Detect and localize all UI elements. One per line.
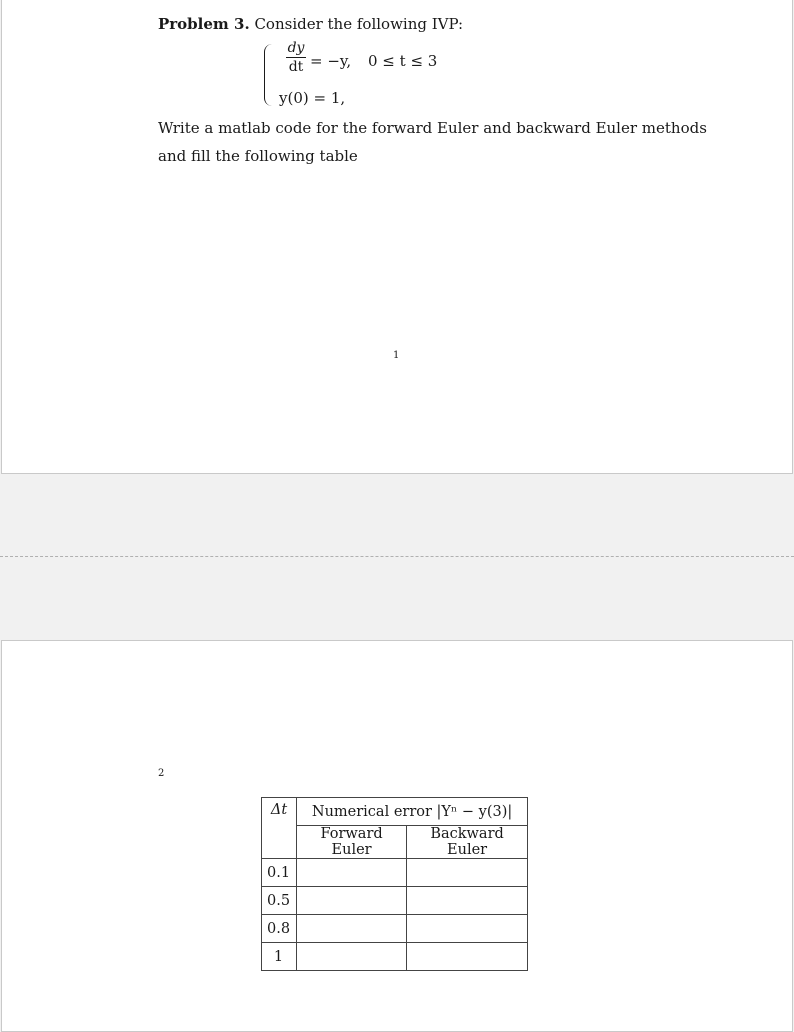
problem-heading <box>158 15 463 33</box>
header-forward-euler: Forward Euler <box>297 826 407 859</box>
instruction-line-2: and fill the following table <box>158 147 358 165</box>
cell-forward[interactable] <box>297 915 407 943</box>
page-number-1: 1 <box>393 350 400 361</box>
cell-forward[interactable] <box>297 943 407 971</box>
header-backward-euler: Backward Euler <box>407 826 528 859</box>
table-header-row <box>262 798 528 826</box>
instruction-line-1: Write a matlab code for the forward Euler and backward Euler methods <box>158 119 707 137</box>
cell-backward[interactable] <box>407 943 528 971</box>
cell-dt: 0.1 <box>262 859 297 887</box>
table-subheader-row <box>262 826 528 859</box>
fraction-denominator: dt <box>288 59 304 75</box>
header-dt: Δt <box>262 798 297 859</box>
fraction-numerator: dy <box>287 40 305 56</box>
cell-dt: 0.5 <box>262 887 297 915</box>
table-row <box>262 887 528 915</box>
document-page-1 <box>1 0 793 474</box>
table-row <box>262 943 528 971</box>
equation-range: 0 ≤ t ≤ 3 <box>368 52 438 70</box>
initial-condition: y(0) = 1, <box>279 89 346 107</box>
cell-dt: 0.8 <box>262 915 297 943</box>
header-numerical-error: Numerical error |Yⁿ − y(3)| <box>297 798 528 826</box>
problem-label: Problem 3. <box>158 15 250 33</box>
cell-dt: 1 <box>262 943 297 971</box>
derivative-fraction <box>286 40 306 75</box>
problem-intro: Consider the following IVP: <box>254 15 464 33</box>
table-row <box>262 915 528 943</box>
cell-forward[interactable] <box>297 887 407 915</box>
equation-rhs: = −y, <box>310 52 352 70</box>
page-number-2: 2 <box>158 768 165 779</box>
cell-backward[interactable] <box>407 887 528 915</box>
cell-backward[interactable] <box>407 859 528 887</box>
table-row <box>262 859 528 887</box>
cell-backward[interactable] <box>407 915 528 943</box>
error-table <box>261 797 528 971</box>
cell-forward[interactable] <box>297 859 407 887</box>
page-break-divider <box>0 556 794 557</box>
system-brace <box>264 44 275 106</box>
